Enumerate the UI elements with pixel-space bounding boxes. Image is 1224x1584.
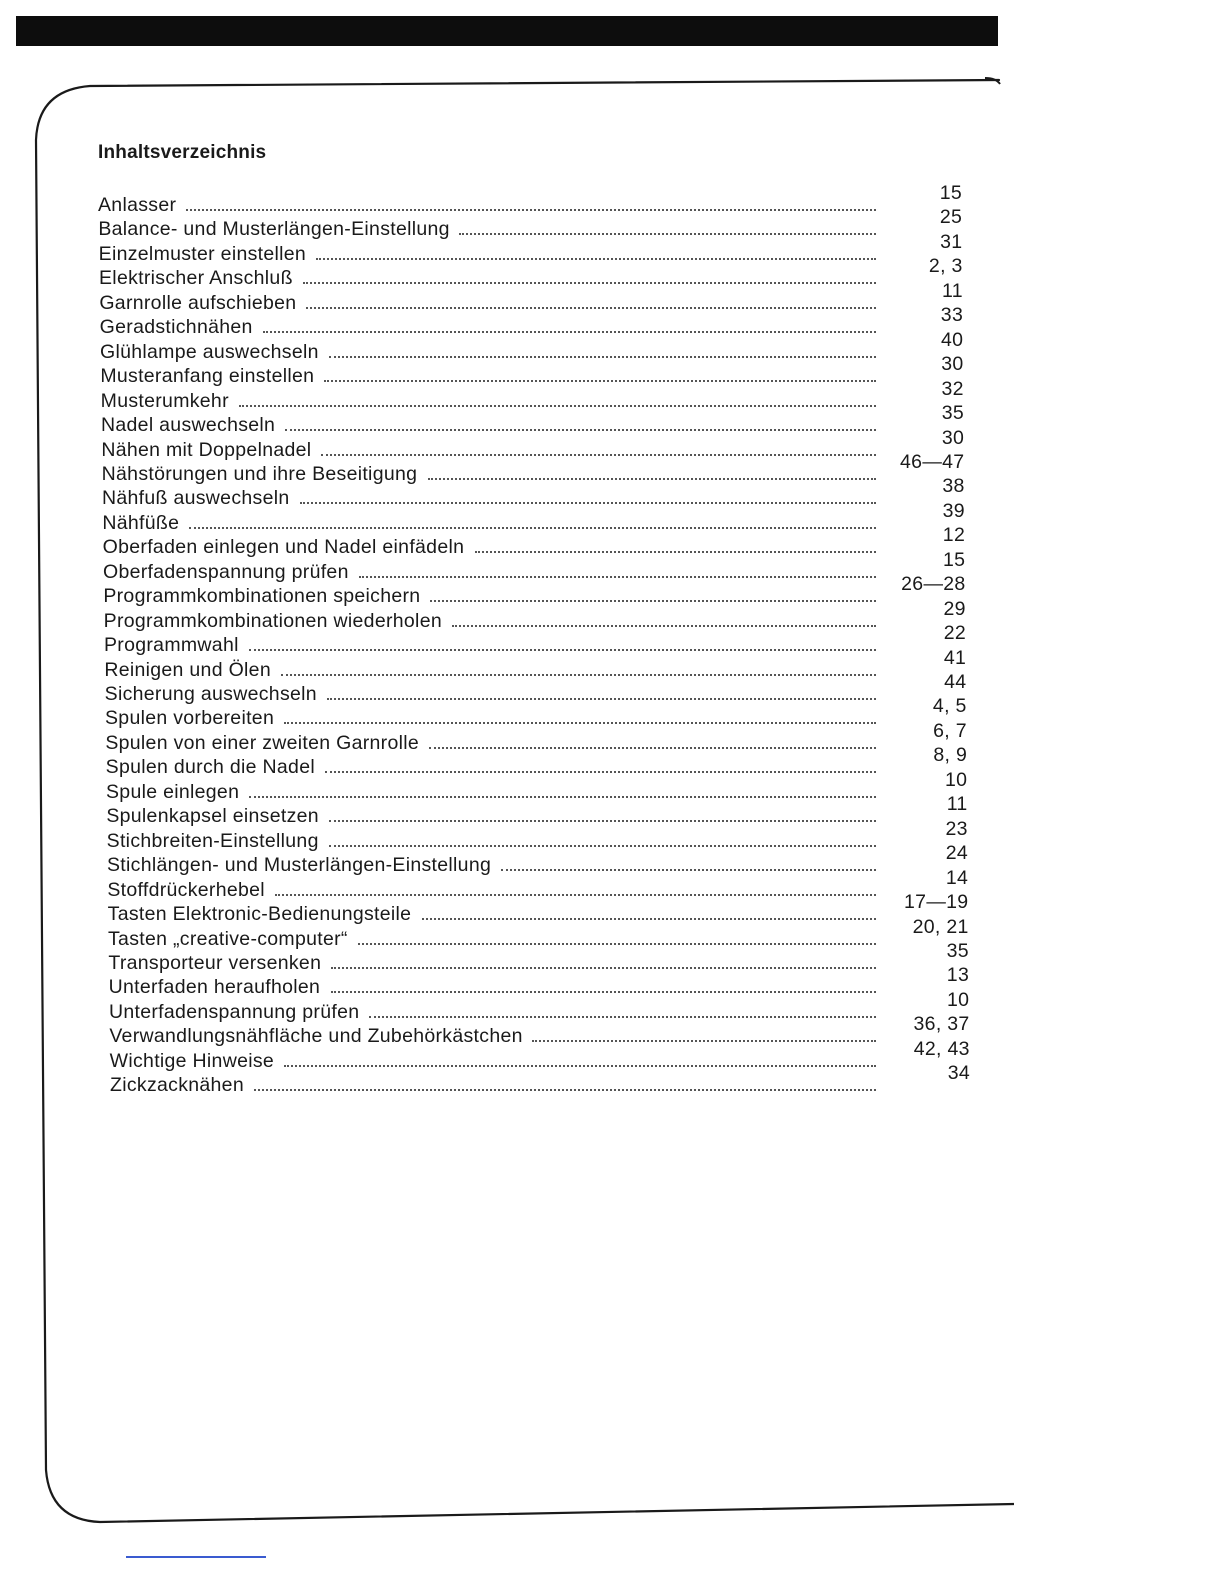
toc-dot-leader [329,818,876,822]
toc-entry-label: Spule einlegen [106,780,240,803]
toc-entry-label: Elektrischer Anschluß [99,267,293,290]
toc-entry-label: Oberfadenspannung prüfen [103,560,349,583]
toc-dot-leader [422,916,876,920]
toc-dot-leader [303,280,876,284]
toc-dot-leader [306,305,876,309]
bottom-rule [126,1556,266,1558]
toc-entry-page: 25 [939,206,963,229]
toc-dot-leader [284,720,876,724]
toc-entry-label: Tasten Elektronic-Bedienungsteile [107,903,412,926]
toc-entry-page: 23 [945,817,968,840]
toc-entry-page: 2, 3 [928,255,963,278]
toc-entry-label: Spulen vorbereiten [105,707,275,730]
toc-entry [108,939,969,975]
toc-entry-page: 40 [941,328,964,351]
toc-entry-label: Wichtige Hinweise [109,1049,275,1072]
toc-dot-leader [281,672,876,676]
toc-entry [102,499,965,535]
toc-entry-label: Tasten „creative-computer“ [108,927,348,950]
toc-entry-label: Geradstichnähen [99,316,253,339]
toc-entry-page: 12 [942,524,966,547]
toc-dot-leader [429,745,876,749]
toc-entry [109,1013,970,1048]
toc-entry-label: Reinigen und Ölen [104,658,271,681]
toc-entry-page: 15 [943,548,966,571]
toc-entry-label: Transporteur versenken [108,951,322,974]
toc-entry [106,793,968,828]
toc-entry-label: Anlasser [98,194,177,216]
toc-dot-leader [239,403,876,407]
toc-entry [103,573,966,608]
toc-entry [106,817,968,853]
toc-entry-label: Garnrolle aufschieben [99,291,297,314]
toc-entry-label: Programmkombinationen wiederholen [103,609,442,632]
toc-entry-label: Stoffdrückerhebel [107,878,265,901]
toc-entry [109,988,970,1024]
toc-dot-leader [475,549,876,553]
toc-entry-page: 6, 7 [933,719,967,742]
toc-dot-leader [249,647,876,651]
toc-dot-leader [321,452,876,456]
toc-entry [108,915,969,951]
toc-entry-page: 29 [943,597,966,620]
toc-entry-label: Programmkombinationen speichern [103,585,421,608]
toc-entry-page: 11 [942,279,963,302]
toc-entry-label: Glühlampe auswechseln [100,340,319,363]
toc-dot-leader [300,500,876,504]
toc-dot-leader [358,941,876,945]
toc-entry-page: 39 [942,499,965,522]
toc-entry [101,402,964,437]
toc-entry [105,695,967,730]
toc-dot-leader [327,696,876,700]
toc-entry [108,964,970,999]
toc-entry-page: 38 [942,475,965,498]
toc-dot-leader [532,1038,876,1042]
toc-entry [102,475,965,510]
toc-entry-label: Nähfüße [102,511,180,534]
toc-entry [99,304,964,339]
toc-entry-page: 30 [941,353,964,376]
toc-dot-leader [359,574,876,578]
toc-dot-leader [325,769,876,773]
toc-dot-leader [189,525,876,529]
toc-entry-page: 20, 21 [912,915,969,938]
toc-entry-page: 26—28 [901,573,966,596]
toc-entry-label: Programmwahl [104,634,239,657]
toc-dot-leader [186,207,876,211]
toc-dot-leader [428,476,876,480]
toc-entry [99,279,963,315]
toc-entry-label: Verwandlungsnähfläche und Zubehörkästchen [109,1025,523,1048]
toc-dot-leader [329,354,876,358]
toc-entry-label: Spulenkapsel einsetzen [106,805,319,828]
toc-dot-leader [324,378,876,382]
toc-entry-page: 32 [941,377,964,400]
toc-entry-page: 41 [943,646,967,669]
toc-entry [100,353,964,388]
toc-dot-leader [254,1087,876,1091]
toc-dot-leader [459,231,876,235]
toc-entry-page: 22 [943,622,966,645]
toc-entry-page: 31 [940,230,963,253]
toc-entry [99,255,963,290]
toc-entry-label: Stichlängen- und Musterlängen-Einstellung [107,854,492,877]
toc-entry-page: 8, 9 [933,744,968,767]
toc-entry [98,230,963,266]
toc-entry [107,866,969,902]
toc-entry [105,719,967,755]
toc-entry-label: Balance- und Musterlängen-Einstellung [98,218,450,241]
toc-entry-page: 44 [944,671,967,693]
toc-entry [101,426,965,462]
toc-dot-leader [285,427,876,431]
toc-entry-page: 30 [941,426,965,449]
toc-entry-label: Einzelmuster einstellen [98,242,307,265]
toc-entry-page: 35 [946,939,969,962]
toc-entry-page: 14 [945,866,969,889]
toc-dot-leader [249,794,876,798]
toc-entry-label: Zickzacknähen [110,1074,244,1097]
toc-entry-label: Oberfaden einlegen und Nadel einfädeln [102,536,465,559]
page-title: Inhaltsverzeichnis [98,142,267,163]
toc-dot-leader [329,843,876,847]
toc-entry-label: Unterfadenspannung prüfen [109,1000,360,1023]
toc-entry-page: 17—19 [904,891,969,914]
toc-entry [98,182,962,217]
toc-entry-label: Musteranfang einstellen [100,365,315,388]
toc-entry-label: Nähfuß auswechseln [102,487,290,510]
toc-entry [109,1037,970,1073]
toc-entry-label: Sicherung auswechseln [104,683,317,705]
toc-dot-leader [316,256,876,260]
toc-entry [107,891,969,926]
toc-dot-leader [263,329,876,333]
toc-entry-page: 10 [947,988,970,1011]
toc-entry-label: Nadel auswechseln [101,414,276,437]
toc-entry-page: 36, 37 [913,1013,970,1036]
toc-dot-leader [284,1063,876,1067]
toc-entry [104,622,966,657]
toc-dot-leader [452,623,876,627]
toc-entry-page: 4, 5 [932,695,967,718]
toc-dot-leader [430,598,876,602]
toc-entry [107,842,968,877]
toc-entry-label: Nähstörungen und ihre Beseitigung [101,462,418,485]
toc-dot-leader [501,867,876,871]
toc-entry-page: 10 [945,768,968,791]
toc-entry-page: 24 [945,842,968,865]
toc-dot-leader [275,892,876,896]
toc-entry [110,1062,970,1097]
toc-entry [104,671,967,706]
toc-entry-label: Nähen mit Doppelnadel [101,438,312,461]
toc-entry [100,377,964,413]
toc-entry-page: 46—47 [900,450,965,473]
toc-entry-label: Spulen durch die Nadel [105,756,315,779]
toc-entry [103,597,966,633]
toc-entry-page: 42, 43 [913,1037,970,1060]
toc-entry [106,768,968,804]
toc-entry-label: Musterumkehr [100,389,229,412]
toc-entry [105,744,968,779]
toc-entry [103,548,966,584]
toc-entry-page: 13 [946,964,970,987]
toc-entry [98,206,963,241]
toc-dot-leader [331,965,876,969]
toc-entry-label: Spulen von einer zweiten Garnrolle [105,731,420,754]
toc-entry-page: 33 [940,304,964,327]
toc-dot-leader [369,1014,876,1018]
toc-entry [101,450,965,486]
toc-entry-page: 11 [946,793,968,816]
toc-entry-label: Stichbreiten-Einstellung [106,829,319,852]
toc-entry [100,328,964,364]
toc-entry-page: 34 [947,1062,970,1085]
toc-dot-leader [331,989,876,993]
toc-entry-page: 35 [941,402,964,425]
toc-entry-page: 15 [939,182,962,204]
toc-entry [102,524,966,559]
toc-entry-label: Unterfaden heraufholen [108,976,321,999]
